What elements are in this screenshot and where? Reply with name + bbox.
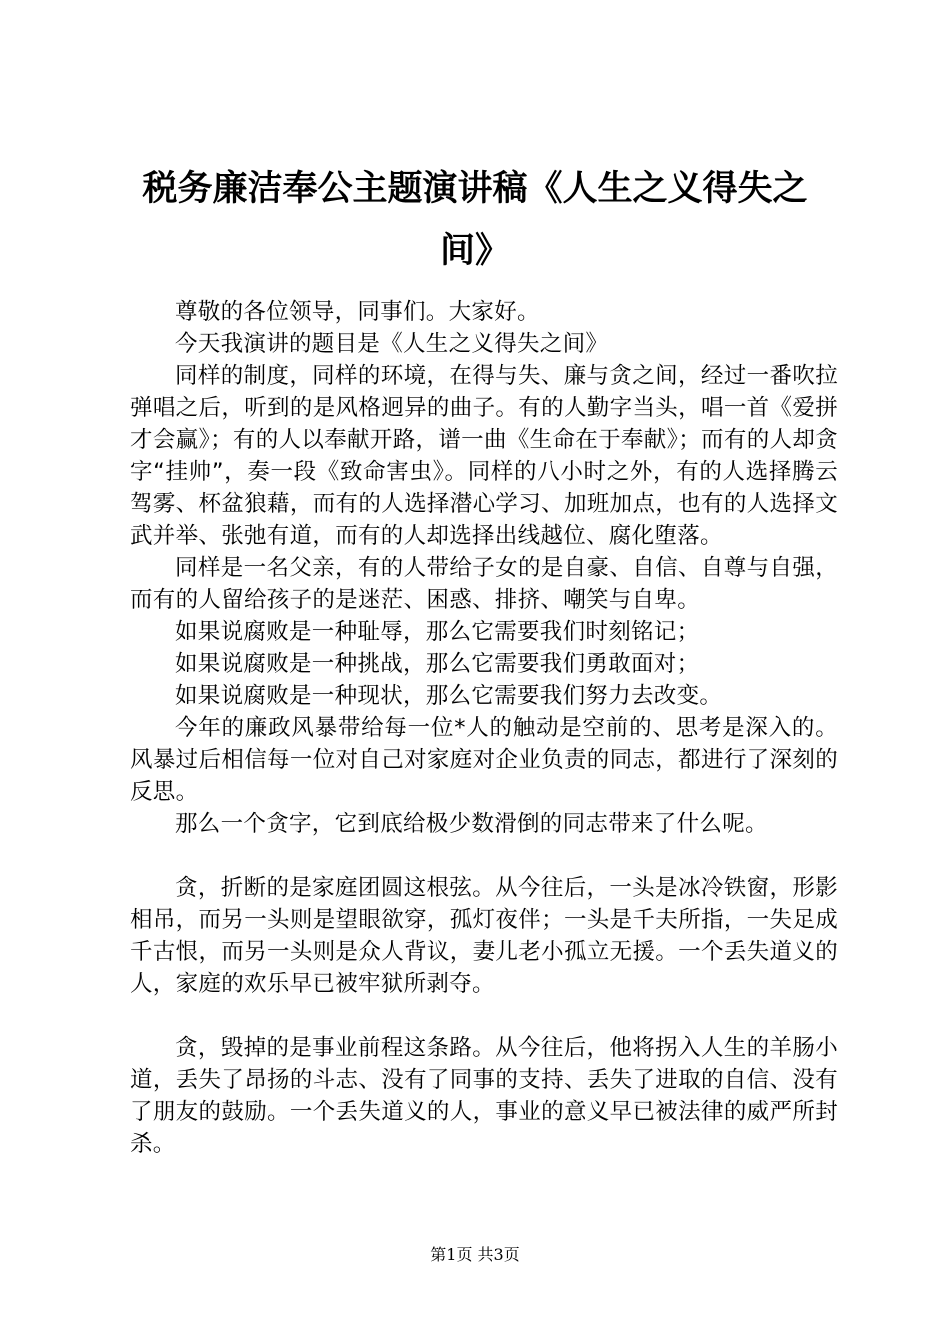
document-title-line-2: 间》 <box>439 230 510 271</box>
document-title <box>0 158 950 282</box>
paragraph-topic: 今天我演讲的题目是《人生之义得失之间》 <box>175 331 609 357</box>
paragraph-greeting: 尊敬的各位领导，同事们。大家好。 <box>175 299 540 325</box>
paragraph-if-shame: 如果说腐败是一种耻辱，那么它需要我们时刻铭记； <box>175 619 700 645</box>
paragraph-family: 贪，折断的是家庭团圆这根弦。从今往后，一头是冰冷铁窗，形影相吊，而另一头则是望眼欲穿，孤灯夜伴；一头是千夫所指，一失足成千古恨，而另一头则是众人背议，妻儿老小孤立无援。一个丢失道义的人，家庭的欢乐早已被牢狱所剥夺。 <box>130 875 838 997</box>
paragraph-father: 同样是一名父亲，有的人带给子女的是自豪、自信、自尊与自强，而有的人留给孩子的是迷茫、困惑、排挤、嘲笑与自卑。 <box>130 555 838 613</box>
document-title-line-1: 税务廉洁奉公主题演讲稿《人生之义得失之 <box>142 168 808 209</box>
paragraph-career: 贪，毁掉的是事业前程这条路。从今往后，他将拐入人生的羊肠小道，丢失了昂扬的斗志、没有了同事的支持、丢失了进取的自信、没有了朋友的鼓励。一个丢失道义的人，事业的意义早已被法律的威严所封杀。 <box>130 1035 838 1157</box>
page-footer: 第1页 共3页 <box>430 1245 520 1264</box>
paragraph-storm: 今年的廉政风暴带给每一位*人的触动是空前的、思考是深入的。风暴过后相信每一位对自己对家庭对企业负责的同志，都进行了深刻的反思。 <box>130 715 838 805</box>
paragraph-if-challenge: 如果说腐败是一种挑战，那么它需要我们勇敢面对； <box>175 651 700 677</box>
document-body <box>130 296 838 1160</box>
paragraph-same-system: 同样的制度，同样的环境，在得与失、廉与贪之间，经过一番吹拉弹唱之后，听到的是风格迥异的曲子。有的人勤字当头，唱一首《爱拼才会赢》；有的人以奉献开路，谱一曲《生命在于奉献》；而有的人却贪字“挂帅”，奏一段《致命害虫》。同样的八小时之外，有的人选择腾云驾雾、杯盆狼藉，而有的人选择潜心学习、加班加点，也有的人选择文武并举、张弛有道，而有的人却选择出线越位、腐化堕落。 <box>130 363 838 549</box>
paragraph-question: 那么一个贪字，它到底给极少数滑倒的同志带来了什么呢。 <box>175 811 768 837</box>
paragraph-if-status: 如果说腐败是一种现状，那么它需要我们努力去改变。 <box>175 683 723 709</box>
